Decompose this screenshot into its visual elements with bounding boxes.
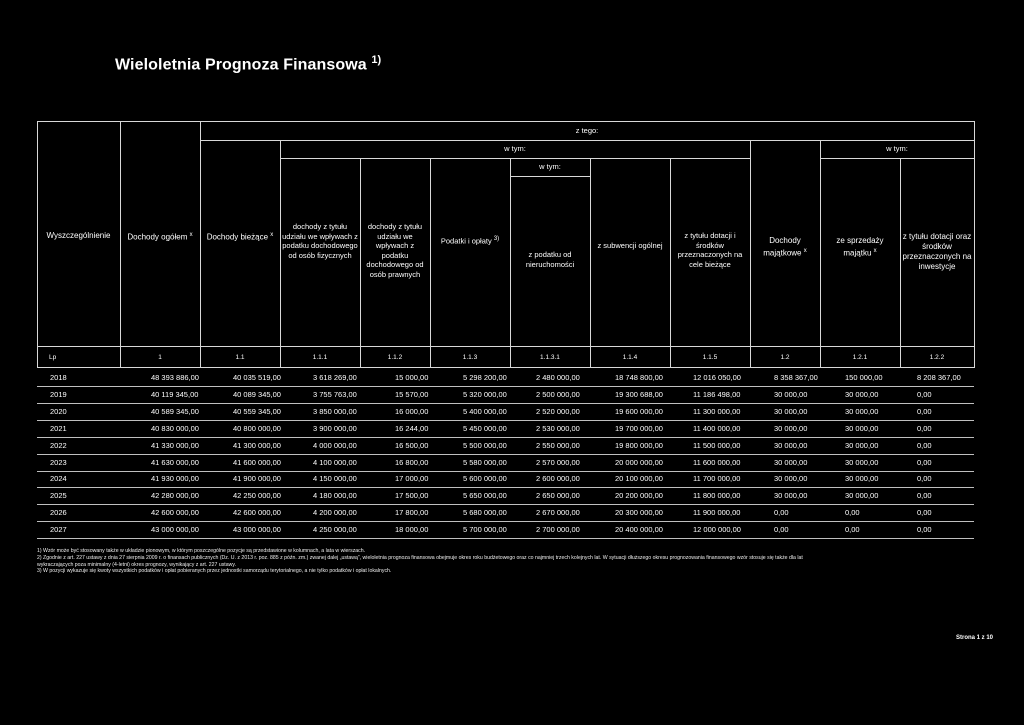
column-number-10: 1.2.1 xyxy=(852,354,868,361)
header-top-border xyxy=(37,121,974,122)
header-bottom-border xyxy=(37,346,974,347)
table-cell: 2 500 000,00 xyxy=(536,389,580,399)
column-header-2: Dochody bieżące $^x$ xyxy=(206,232,274,242)
table-cell: 0,00 xyxy=(917,406,932,416)
col-sep xyxy=(750,140,751,367)
table-cell: 5 680 000,00 xyxy=(463,508,507,518)
table-cell: 0,00 xyxy=(774,508,789,518)
table-cell: 3 850 000,00 xyxy=(313,406,357,416)
row-year: 2021 xyxy=(50,423,67,433)
table-cell: 40 800 000,00 xyxy=(233,423,281,433)
table-cell: 19 700 000,00 xyxy=(615,423,663,433)
numbers-bottom-border xyxy=(37,367,974,368)
table-cell: 30 000,00 xyxy=(774,423,808,433)
table-cell: 41 900 000,00 xyxy=(233,474,281,484)
row-year: 2018 xyxy=(50,373,67,382)
table-cell: 2 520 000,00 xyxy=(536,406,580,416)
header-w-tym-1: w tym: xyxy=(504,144,526,153)
table-cell: 30 000,00 xyxy=(774,491,808,501)
column-header-1: Dochody ogółem $^x$ xyxy=(127,232,193,242)
column-header-10: ze sprzedaży majątku $^x$ xyxy=(836,236,884,258)
table-row xyxy=(0,437,1024,455)
table-cell: 5 400 000,00 xyxy=(463,406,507,416)
table-cell: 20 300 000,00 xyxy=(615,508,663,518)
col-sep xyxy=(280,140,281,367)
table-cell: 16 500,00 xyxy=(395,440,429,450)
column-number-6: 1.1.3.1 xyxy=(540,354,560,361)
table-cell: 8 358 367,00 xyxy=(774,373,818,382)
row-year: 2022 xyxy=(50,440,67,450)
col-sep xyxy=(670,158,671,367)
col-sep xyxy=(430,158,431,367)
page-number: Strona 1 z 10 xyxy=(956,635,994,641)
page-title: Wieloletnia Prognoza Finansowa $^{1)}$ xyxy=(115,54,382,74)
table-cell: 19 300 688,00 xyxy=(615,389,663,399)
header-z-tego: z tego: xyxy=(575,126,599,135)
table-cell: 4 000 000,00 xyxy=(313,440,357,450)
table-cell: 11 600 000,00 xyxy=(693,457,741,467)
table-cell: 4 250 000,00 xyxy=(313,525,357,535)
column-number-1: 1 xyxy=(158,354,162,361)
table-cell: 2 650 000,00 xyxy=(536,491,580,501)
table-cell: 0,00 xyxy=(917,440,932,450)
table-cell: 5 600 000,00 xyxy=(463,474,507,484)
footnote-marker: x xyxy=(189,232,193,238)
table-cell: 16 000,00 xyxy=(395,406,429,416)
table-cell: 0,00 xyxy=(917,525,932,535)
table-cell: 30 000,00 xyxy=(774,389,808,399)
footnote: wykraczających poza minimalny (4-letni) okres prognozy, wynikający z art. 227 ustawy. xyxy=(37,561,237,568)
table-row xyxy=(0,369,1024,387)
col-sep xyxy=(590,158,591,367)
w-tym-group2-bottom xyxy=(820,158,974,159)
table-cell: 19 800 000,00 xyxy=(615,440,663,450)
table-cell: 19 600 000,00 xyxy=(615,406,663,416)
column-header-4: dochody z tytułu udziału we wpływach z podatku dochodowego od osób prawnych xyxy=(366,222,424,279)
table-cell: 41 630 000,00 xyxy=(151,457,199,467)
table-cell: 15 570,00 xyxy=(395,389,429,399)
column-number-5: 1.1.3 xyxy=(462,354,478,361)
table-cell: 5 700 000,00 xyxy=(463,525,507,535)
table-cell: 11 700 000,00 xyxy=(693,474,741,484)
table-cell: 0,00 xyxy=(917,491,932,501)
w-tym-nested-bottom xyxy=(510,176,590,177)
table-cell: 3 755 763,00 xyxy=(313,389,357,399)
table-cell: 5 298 200,00 xyxy=(463,373,507,382)
column-header-11: z tytułu dotacji oraz środków przeznaczonych na inwestycje xyxy=(902,232,972,271)
table-cell: 2 670 000,00 xyxy=(536,508,580,518)
table-cell: 0,00 xyxy=(917,389,932,399)
table-row xyxy=(0,470,1024,488)
column-number-9: 1.2 xyxy=(780,354,790,361)
column-number-4: 1.1.2 xyxy=(387,354,403,361)
table-cell: 40 589 345,00 xyxy=(151,406,199,416)
table-cell: 2 700 000,00 xyxy=(536,525,580,535)
footnotes xyxy=(37,548,977,575)
table-cell: 40 035 519,00 xyxy=(233,373,281,382)
col-sep xyxy=(120,121,121,367)
col-sep xyxy=(900,158,901,367)
table-cell: 0,00 xyxy=(774,525,789,535)
table-cell: 41 300 000,00 xyxy=(233,440,281,450)
table-cell: 40 830 000,00 xyxy=(151,423,199,433)
table-cell: 42 600 000,00 xyxy=(151,508,199,518)
column-number-2: 1.1 xyxy=(235,354,245,361)
table-cell: 2 600 000,00 xyxy=(536,474,580,484)
footnote: 1) Wzór może być stosowany także w układzie pionowym, w którym poszczególne pozycje są przedstawione w kolumnach, a lata w wierszach. xyxy=(37,548,366,554)
table-cell: 5 320 000,00 xyxy=(463,389,507,399)
table-cell: 48 393 886,00 xyxy=(151,373,199,382)
table-cell: 18 748 800,00 xyxy=(615,373,663,382)
table-cell: 30 000,00 xyxy=(774,440,808,450)
table-cell: 3 618 269,00 xyxy=(313,373,357,382)
table-cell: 2 480 000,00 xyxy=(536,373,580,382)
column-header-5: Podatki i opłaty $^{3)}$ xyxy=(440,236,500,246)
table-cell: 11 300 000,00 xyxy=(693,406,741,416)
table-row xyxy=(0,386,1024,404)
table-cell: 40 089 345,00 xyxy=(233,389,281,399)
table-cell: 20 200 000,00 xyxy=(615,491,663,501)
column-header-9: Dochody majątkowe $^x$ xyxy=(763,236,807,258)
table-cell: 0,00 xyxy=(917,508,932,518)
table-cell: 42 280 000,00 xyxy=(151,491,199,501)
column-header-0: Wyszczególnienie xyxy=(46,231,111,240)
row-year: 2025 xyxy=(50,491,67,501)
header-w-tym-2: w tym: xyxy=(886,144,908,153)
table-cell: 4 100 000,00 xyxy=(313,457,357,467)
table-cell: 0,00 xyxy=(845,508,860,518)
column-number-7: 1.1.4 xyxy=(622,354,638,361)
table-cell: 11 500 000,00 xyxy=(693,440,741,450)
row-year: 2019 xyxy=(50,389,67,399)
table-cell: 2 530 000,00 xyxy=(536,423,580,433)
table-cell: 20 400 000,00 xyxy=(615,525,663,535)
z-tego-bottom-line xyxy=(200,140,974,141)
table-cell: 17 500,00 xyxy=(395,491,429,501)
table-row xyxy=(0,504,1024,522)
table-cell: 30 000,00 xyxy=(774,406,808,416)
table-cell: 40 119 345,00 xyxy=(151,389,199,399)
col-sep xyxy=(200,121,201,367)
column-header-8: z tytułu dotacji i środków przeznaczonych na cele bieżące xyxy=(677,231,743,269)
table-cell: 30 000,00 xyxy=(774,457,808,467)
row-year: 2023 xyxy=(50,457,67,467)
column-number-0: Lp xyxy=(49,354,57,361)
row-separator xyxy=(37,538,974,539)
table-cell: 2 570 000,00 xyxy=(536,457,580,467)
table-cell: 17 800,00 xyxy=(395,508,429,518)
table-cell: 11 400 000,00 xyxy=(693,423,741,433)
table-cell: 30 000,00 xyxy=(845,423,879,433)
table-cell: 41 930 000,00 xyxy=(151,474,199,484)
table-cell: 3 900 000,00 xyxy=(313,423,357,433)
table-cell: 42 600 000,00 xyxy=(233,508,281,518)
table-cell: 4 180 000,00 xyxy=(313,491,357,501)
header-left-border xyxy=(37,121,38,367)
row-year: 2027 xyxy=(50,525,67,535)
footnote-marker: x xyxy=(803,248,807,254)
table-cell: 5 500 000,00 xyxy=(463,440,507,450)
table-cell: 11 800 000,00 xyxy=(693,491,741,501)
table-cell: 40 559 345,00 xyxy=(233,406,281,416)
column-number-11: 1.2.2 xyxy=(929,354,945,361)
table-cell: 15 000,00 xyxy=(395,373,429,382)
table-cell: 30 000,00 xyxy=(845,457,879,467)
table-cell: 16 800,00 xyxy=(395,457,429,467)
table-cell: 5 580 000,00 xyxy=(463,457,507,467)
title-footnote-marker: 1) xyxy=(371,54,382,66)
table-cell: 43 000 000,00 xyxy=(151,525,199,535)
table-cell: 4 200 000,00 xyxy=(313,508,357,518)
header-w-tym-nested: w tym: xyxy=(539,162,561,171)
footnote-marker: x xyxy=(270,232,274,238)
col-sep xyxy=(820,140,821,367)
table-cell: 11 186 498,00 xyxy=(693,389,741,399)
table-cell: 41 600 000,00 xyxy=(233,457,281,467)
table-cell: 4 150 000,00 xyxy=(313,474,357,484)
header-right-border xyxy=(974,121,975,368)
table-cell: 17 000,00 xyxy=(395,474,429,484)
table-row xyxy=(0,420,1024,438)
table-row xyxy=(0,487,1024,505)
table-cell: 30 000,00 xyxy=(845,491,879,501)
table-cell: 12 016 050,00 xyxy=(693,373,741,382)
table-cell: 30 000,00 xyxy=(774,474,808,484)
table-cell: 2 550 000,00 xyxy=(536,440,580,450)
table-row xyxy=(0,454,1024,472)
column-header-3: dochody z tytułu udziału we wpływach z podatku dochodowego od osób fizycznych xyxy=(282,222,358,260)
table-cell: 0,00 xyxy=(917,423,932,433)
table-cell: 20 000 000,00 xyxy=(615,457,663,467)
table-row xyxy=(0,403,1024,421)
table-cell: 0,00 xyxy=(917,457,932,467)
table-cell: 30 000,00 xyxy=(845,474,879,484)
footnote: 3) W pozycji wykazuje się kwoty wszystkich podatków i opłat pobieranych przez jednostki samorządu terytorialnego, a nie tylko podatków i opłat lokalnych. xyxy=(37,568,392,575)
table-cell: 30 000,00 xyxy=(845,389,879,399)
table-cell: 5 650 000,00 xyxy=(463,491,507,501)
column-number-8: 1.1.5 xyxy=(702,354,718,361)
col-sep xyxy=(510,158,511,367)
footnote-marker: 3) xyxy=(493,236,500,242)
table-cell: 41 330 000,00 xyxy=(151,440,199,450)
column-header-6: z podatku od nieruchomości xyxy=(525,250,575,269)
row-year: 2020 xyxy=(50,406,67,416)
table-cell: 150 000,00 xyxy=(845,373,883,382)
table-cell: 20 100 000,00 xyxy=(615,474,663,484)
table-row xyxy=(0,521,1024,539)
table-cell: 16 244,00 xyxy=(395,423,429,433)
footnote-marker: x xyxy=(873,248,877,254)
table-cell: 18 000,00 xyxy=(395,525,429,535)
table-cell: 0,00 xyxy=(917,474,932,484)
table-cell: 0,00 xyxy=(845,525,860,535)
row-year: 2024 xyxy=(50,474,67,484)
table-cell: 30 000,00 xyxy=(845,406,879,416)
row-year: 2026 xyxy=(50,508,67,518)
table-cell: 5 450 000,00 xyxy=(463,423,507,433)
table-cell: 12 000 000,00 xyxy=(693,525,741,535)
table-cell: 42 250 000,00 xyxy=(233,491,281,501)
table-cell: 11 900 000,00 xyxy=(693,508,741,518)
footnote: 2) Zgodnie z art. 227 ustawy z dnia 27 sierpnia 2009 r. o finansach publicznych (Dz. U. z 2013 r. poz. 885 z późn. zm.) zwanej dalej „ustawą”, wieloletnia prognoza finansowa obejmuje okres roku budżetowego oraz co najmniej trzech kolejnych lat. W sytuacji dłuższego okresu prognozowania finansowego wzór stosuje się także dla lat xyxy=(37,554,803,561)
col-sep xyxy=(360,158,361,367)
table-cell: 30 000,00 xyxy=(845,440,879,450)
table-cell: 8 208 367,00 xyxy=(917,373,961,382)
column-header-7: z subwencji ogólnej xyxy=(597,241,663,250)
w-tym-group1-bottom xyxy=(280,158,750,159)
column-number-3: 1.1.1 xyxy=(312,354,328,361)
table-cell: 43 000 000,00 xyxy=(233,525,281,535)
